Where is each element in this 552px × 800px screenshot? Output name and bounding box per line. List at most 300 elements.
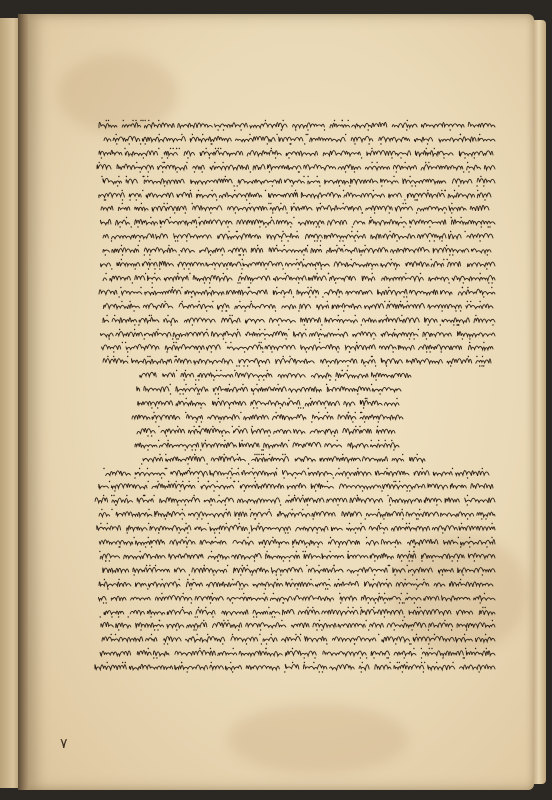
diacritic-dot [419, 509, 420, 510]
diacritic-dot [113, 356, 114, 357]
diacritic-dot [238, 254, 239, 255]
diacritic-dot [315, 491, 316, 492]
diacritic-dot [288, 328, 289, 329]
diacritic-dot [215, 537, 216, 538]
diacritic-dot [118, 175, 119, 176]
diacritic-dot [265, 189, 266, 190]
diacritic-dot [229, 314, 230, 315]
diacritic-dot [216, 199, 217, 200]
diacritic-dot [193, 630, 194, 631]
ink-stroke [135, 442, 399, 448]
diacritic-dot [193, 426, 194, 427]
diacritic-dot [104, 578, 105, 579]
diacritic-dot [209, 282, 210, 283]
diacritic-dot [386, 467, 387, 468]
diacritic-dot [485, 518, 486, 519]
diacritic-dot [234, 370, 235, 371]
diacritic-dot [247, 565, 248, 566]
diacritic-dot [158, 439, 159, 440]
handwriting-strokes [102, 132, 497, 146]
diacritic-dot [145, 120, 146, 121]
diacritic-dot [458, 185, 459, 186]
handwriting-strokes [97, 507, 497, 521]
handwriting-strokes [93, 493, 497, 507]
diacritic-dot [403, 296, 404, 297]
diacritic-dot [218, 398, 219, 399]
diacritic-dot [395, 546, 396, 547]
diacritic-dot [159, 453, 160, 454]
diacritic-dot [210, 602, 211, 603]
diacritic-dot [386, 657, 387, 658]
diacritic-dot [402, 671, 403, 672]
diacritic-dot [152, 287, 153, 288]
diacritic-dot [431, 648, 432, 649]
manuscript-line [102, 132, 497, 146]
diacritic-dot [234, 189, 235, 190]
diacritic-dot [306, 352, 307, 353]
diacritic-dot [482, 356, 483, 357]
diacritic-dot [371, 439, 372, 440]
diacritic-dot [176, 370, 177, 371]
diacritic-dot [148, 537, 149, 538]
diacritic-dot [186, 546, 187, 547]
diacritic-dot [235, 213, 236, 214]
diacritic-dot [421, 648, 422, 649]
diacritic-dot [404, 616, 405, 617]
diacritic-dot [99, 161, 100, 162]
diacritic-dot [478, 671, 479, 672]
diacritic-dot [448, 282, 449, 283]
diacritic-dot [240, 412, 241, 413]
diacritic-dot [213, 574, 214, 575]
diacritic-dot [307, 287, 308, 288]
manuscript-text-block [92, 118, 497, 678]
diacritic-dot [144, 254, 145, 255]
diacritic-dot [127, 352, 128, 353]
diacritic-dot [185, 370, 186, 371]
diacritic-dot [451, 213, 452, 214]
diacritic-dot [302, 551, 303, 552]
ink-stroke [99, 122, 495, 128]
diacritic-dot [405, 203, 406, 204]
diacritic-dot [274, 616, 275, 617]
diacritic-dot [212, 616, 213, 617]
diacritic-dot [280, 203, 281, 204]
diacritic-dot [283, 120, 284, 121]
diacritic-dot [122, 342, 123, 343]
diacritic-dot [99, 551, 100, 552]
diacritic-dot [177, 426, 178, 427]
diacritic-dot [165, 518, 166, 519]
diacritic-dot [275, 157, 276, 158]
diacritic-dot [101, 509, 102, 510]
ink-stroke [100, 553, 495, 559]
diacritic-dot [482, 574, 483, 575]
diacritic-dot [307, 505, 308, 506]
diacritic-dot [271, 217, 272, 218]
diacritic-dot [464, 634, 465, 635]
diacritic-dot [198, 477, 199, 478]
diacritic-dot [361, 157, 362, 158]
handwriting-strokes [96, 466, 491, 480]
handwriting-strokes [101, 354, 493, 368]
handwriting-strokes [99, 646, 497, 660]
diacritic-dot [105, 273, 106, 274]
diacritic-dot [417, 453, 418, 454]
diacritic-dot [409, 491, 410, 492]
diacritic-dot [158, 532, 159, 533]
diacritic-dot [396, 398, 397, 399]
diacritic-dot [311, 421, 312, 422]
diacritic-dot [289, 356, 290, 357]
diacritic-dot [376, 161, 377, 162]
diacritic-dot [281, 240, 282, 241]
handwriting-strokes [138, 368, 413, 382]
diacritic-dot [463, 282, 464, 283]
diacritic-dot [157, 630, 158, 631]
diacritic-dot [317, 175, 318, 176]
diacritic-dot [199, 352, 200, 353]
diacritic-dot [441, 352, 442, 353]
diacritic-dot [307, 606, 308, 607]
diacritic-dot [210, 254, 211, 255]
diacritic-dot [148, 648, 149, 649]
diacritic-dot [173, 148, 174, 149]
diacritic-dot [149, 259, 150, 260]
diacritic-dot [246, 644, 247, 645]
diacritic-dot [148, 523, 149, 524]
diacritic-dot [338, 328, 339, 329]
ink-stroke [103, 178, 495, 184]
diacritic-dot [407, 120, 408, 121]
diacritic-dot [162, 161, 163, 162]
diacritic-dot [416, 199, 417, 200]
diacritic-dot [287, 532, 288, 533]
diacritic-dot [316, 273, 317, 274]
diacritic-dot [343, 203, 344, 204]
diacritic-dot [393, 175, 394, 176]
diacritic-dot [192, 449, 193, 450]
diacritic-dot [145, 273, 146, 274]
ink-stroke [103, 275, 495, 281]
diacritic-dot [107, 662, 108, 663]
diacritic-dot [208, 523, 209, 524]
diacritic-dot [149, 356, 150, 357]
diacritic-dot [288, 495, 289, 496]
diacritic-dot [197, 634, 198, 635]
diacritic-dot [457, 560, 458, 561]
diacritic-dot [144, 495, 145, 496]
diacritic-dot [372, 356, 373, 357]
diacritic-dot [342, 120, 343, 121]
diacritic-dot [463, 171, 464, 172]
handwriting-strokes [95, 521, 497, 535]
diacritic-dot [199, 648, 200, 649]
diacritic-dot [241, 273, 242, 274]
diacritic-dot [105, 199, 106, 200]
diacritic-dot [432, 560, 433, 561]
diacritic-dot [152, 282, 153, 283]
diacritic-dot [303, 175, 304, 176]
diacritic-dot [326, 644, 327, 645]
diacritic-dot [184, 379, 185, 380]
diacritic-dot [374, 574, 375, 575]
manuscript-line [135, 424, 397, 438]
diacritic-dot [254, 477, 255, 478]
diacritic-dot [415, 185, 416, 186]
diacritic-dot [402, 620, 403, 621]
diacritic-dot [295, 477, 296, 478]
ink-stroke [106, 470, 489, 476]
handwriting-strokes [99, 618, 497, 632]
diacritic-dot [414, 602, 415, 603]
diacritic-dot [136, 161, 137, 162]
diacritic-dot [230, 477, 231, 478]
diacritic-dot [236, 366, 237, 367]
diacritic-dot [421, 662, 422, 663]
diacritic-dot [263, 592, 264, 593]
diacritic-dot [474, 157, 475, 158]
diacritic-dot [189, 273, 190, 274]
diacritic-dot [285, 532, 286, 533]
diacritic-dot [148, 120, 149, 121]
diacritic-dot [402, 509, 403, 510]
diacritic-dot [132, 120, 133, 121]
diacritic-dot [267, 143, 268, 144]
diacritic-dot [275, 310, 276, 311]
diacritic-dot [284, 245, 285, 246]
diacritic-dot [284, 671, 285, 672]
diacritic-dot [316, 630, 317, 631]
diacritic-dot [140, 120, 141, 121]
diacritic-dot [320, 328, 321, 329]
diacritic-dot [360, 606, 361, 607]
diacritic-dot [370, 217, 371, 218]
diacritic-dot [454, 189, 455, 190]
diacritic-dot [151, 546, 152, 547]
diacritic-dot [467, 287, 468, 288]
diacritic-dot [348, 120, 349, 121]
diacritic-dot [409, 560, 410, 561]
diacritic-dot [377, 426, 378, 427]
diacritic-dot [220, 370, 221, 371]
diacritic-dot [123, 120, 124, 121]
manuscript-line [96, 466, 491, 480]
diacritic-dot [292, 648, 293, 649]
diacritic-dot [467, 477, 468, 478]
diacritic-dot [259, 328, 260, 329]
diacritic-dot [133, 574, 134, 575]
diacritic-dot [364, 245, 365, 246]
diacritic-dot [489, 227, 490, 228]
diacritic-dot [357, 393, 358, 394]
diacritic-dot [239, 588, 240, 589]
manuscript-line [101, 243, 493, 257]
ink-stroke [97, 164, 495, 170]
diacritic-dot [411, 185, 412, 186]
diacritic-dot [148, 481, 149, 482]
diacritic-dot [317, 240, 318, 241]
diacritic-dot [304, 143, 305, 144]
diacritic-dot [416, 578, 417, 579]
diacritic-dot [202, 171, 203, 172]
diacritic-dot [176, 338, 177, 339]
diacritic-dot [327, 481, 328, 482]
diacritic-dot [228, 231, 229, 232]
diacritic-dot [325, 588, 326, 589]
diacritic-dot [181, 287, 182, 288]
diacritic-dot [202, 134, 203, 135]
diacritic-dot [265, 268, 266, 269]
handwriting-strokes [101, 563, 497, 577]
diacritic-dot [166, 352, 167, 353]
diacritic-dot [401, 560, 402, 561]
diacritic-dot [197, 518, 198, 519]
diacritic-dot [406, 662, 407, 663]
diacritic-dot [374, 213, 375, 214]
diacritic-dot [148, 268, 149, 269]
diacritic-dot [267, 370, 268, 371]
handwriting-strokes [95, 632, 497, 646]
ink-stroke [140, 373, 411, 379]
diacritic-dot [142, 189, 143, 190]
diacritic-dot [348, 551, 349, 552]
diacritic-dot [194, 453, 195, 454]
diacritic-dot [212, 300, 213, 301]
diacritic-dot [365, 398, 366, 399]
diacritic-dot [378, 634, 379, 635]
diacritic-dot [355, 426, 356, 427]
diacritic-dot [222, 435, 223, 436]
diacritic-dot [211, 189, 212, 190]
diacritic-dot [263, 379, 264, 380]
diacritic-dot [391, 157, 392, 158]
diacritic-dot [151, 435, 152, 436]
ink-stroke [103, 247, 491, 253]
diacritic-dot [151, 634, 152, 635]
diacritic-dot [394, 574, 395, 575]
diacritic-dot [239, 282, 240, 283]
diacritic-dot [186, 537, 187, 538]
manuscript-line [135, 382, 403, 396]
diacritic-dot [243, 254, 244, 255]
diacritic-dot [339, 185, 340, 186]
diacritic-dot [134, 324, 135, 325]
diacritic-dot [164, 300, 165, 301]
diacritic-dot [217, 481, 218, 482]
diacritic-dot [269, 171, 270, 172]
diacritic-dot [118, 630, 119, 631]
diacritic-dot [242, 259, 243, 260]
handwriting-strokes [101, 313, 497, 327]
diacritic-dot [318, 565, 319, 566]
diacritic-dot [168, 481, 169, 482]
diacritic-dot [359, 426, 360, 427]
diacritic-dot [300, 634, 301, 635]
diacritic-dot [463, 657, 464, 658]
diacritic-dot [100, 523, 101, 524]
ink-stroke [101, 345, 493, 351]
diacritic-dot [349, 185, 350, 186]
diacritic-dot [271, 148, 272, 149]
manuscript-line [95, 605, 497, 619]
diacritic-dot [357, 495, 358, 496]
diacritic-dot [241, 588, 242, 589]
diacritic-dot [443, 259, 444, 260]
diacritic-dot [275, 412, 276, 413]
diacritic-dot [442, 532, 443, 533]
diacritic-dot [265, 648, 266, 649]
diacritic-dot [138, 245, 139, 246]
diacritic-dot [488, 227, 489, 228]
diacritic-dot [230, 662, 231, 663]
diacritic-dot [146, 565, 147, 566]
diacritic-dot [161, 592, 162, 593]
diacritic-dot [259, 227, 260, 228]
diacritic-dot [147, 356, 148, 357]
diacritic-dot [307, 245, 308, 246]
diacritic-dot [148, 509, 149, 510]
diacritic-dot [293, 203, 294, 204]
diacritic-dot [416, 518, 417, 519]
diacritic-dot [411, 630, 412, 631]
diacritic-dot [337, 352, 338, 353]
diacritic-dot [354, 143, 355, 144]
diacritic-dot [334, 435, 335, 436]
ink-stroke [103, 303, 493, 309]
diacritic-dot [149, 314, 150, 315]
handwriting-strokes [97, 479, 495, 493]
diacritic-dot [470, 300, 471, 301]
diacritic-dot [300, 407, 301, 408]
diacritic-dot [464, 157, 465, 158]
diacritic-dot [259, 634, 260, 635]
diacritic-dot [256, 453, 257, 454]
diacritic-dot [480, 175, 481, 176]
diacritic-dot [464, 231, 465, 232]
diacritic-dot [104, 199, 105, 200]
diacritic-dot [325, 407, 326, 408]
folio-number: ٧ [60, 736, 68, 752]
diacritic-dot [186, 240, 187, 241]
diacritic-dot [352, 606, 353, 607]
diacritic-dot [327, 412, 328, 413]
diacritic-dot [173, 342, 174, 343]
diacritic-dot [402, 602, 403, 603]
diacritic-dot [119, 546, 120, 547]
diacritic-dot [302, 509, 303, 510]
diacritic-dot [126, 217, 127, 218]
diacritic-dot [399, 481, 400, 482]
diacritic-dot [225, 505, 226, 506]
diacritic-dot [238, 518, 239, 519]
diacritic-dot [424, 662, 425, 663]
diacritic-dot [265, 588, 266, 589]
diacritic-dot [395, 644, 396, 645]
diacritic-dot [483, 185, 484, 186]
diacritic-dot [103, 467, 104, 468]
diacritic-dot [313, 518, 314, 519]
diacritic-dot [128, 616, 129, 617]
diacritic-dot [135, 268, 136, 269]
diacritic-dot [237, 185, 238, 186]
diacritic-dot [198, 606, 199, 607]
diacritic-dot [384, 592, 385, 593]
diacritic-dot [283, 356, 284, 357]
manuscript-line [97, 118, 497, 132]
manuscript-line [93, 493, 497, 507]
diacritic-dot [417, 518, 418, 519]
